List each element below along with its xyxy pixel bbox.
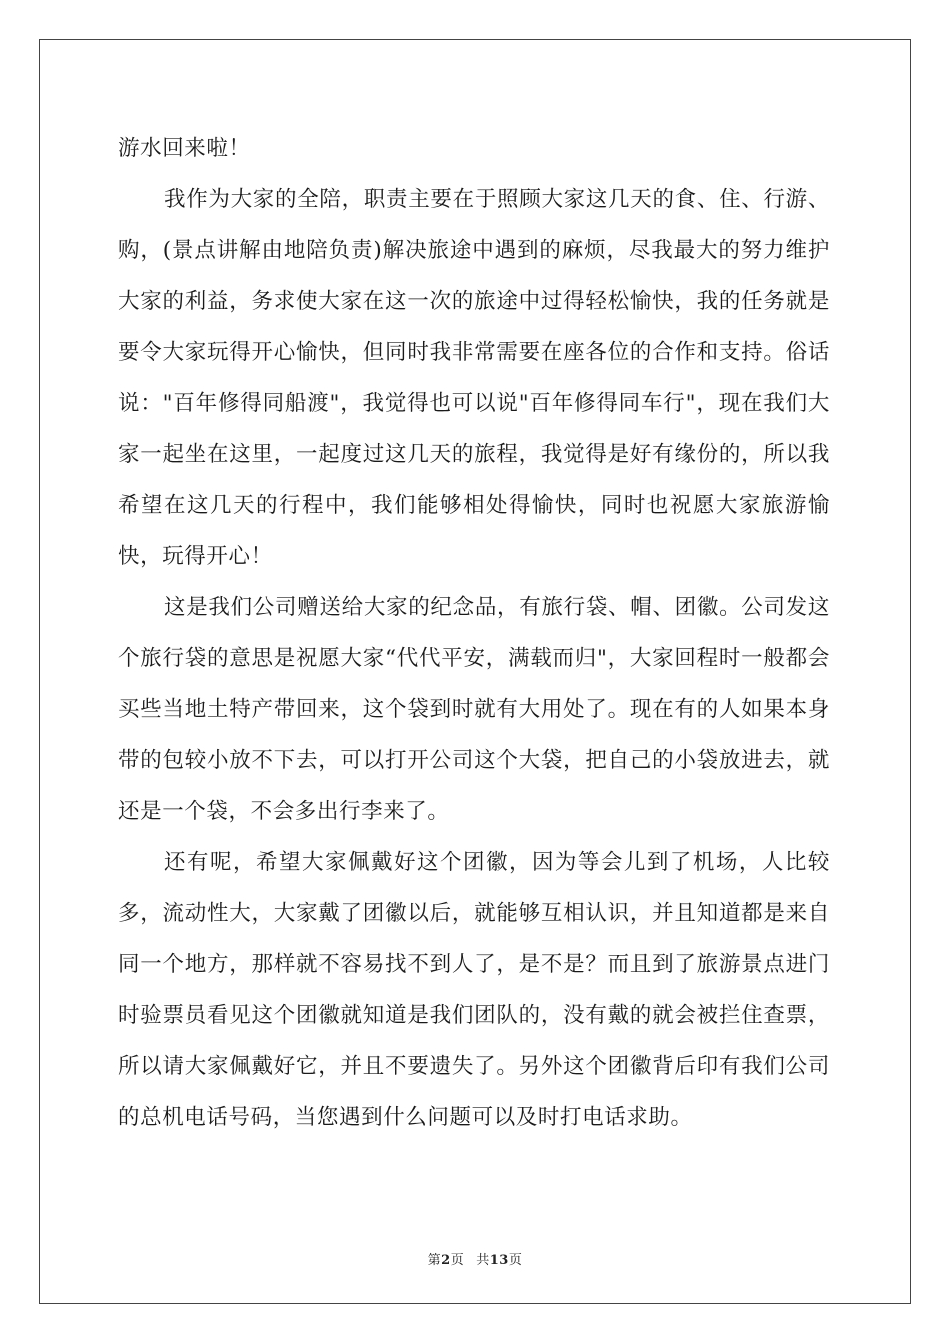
paragraph-4: 还有呢，希望大家佩戴好这个团徽，因为等会儿到了机场，人比较多，流动性大，大家戴了团徽以后，就能够互相认识，并且知道都是来自同一个地方，那样就不容易找不到人了，是不是？而且到了旅游景点进门时验票员看见这个团徽就知道是我们团队的，没有戴的就会被拦住查票，所以请大家佩戴好它，并且不要遗失了。另外这个团徽背后印有我们公司的总机电话号码，当您遇到什么问题可以及时打电话求助。 <box>118 850 830 1130</box>
page-suffix: 页 <box>450 1253 465 1268</box>
page-number: 2 <box>441 1253 451 1268</box>
paragraph-1: 游水回来啦！ <box>118 136 251 161</box>
total-prefix: 共 <box>476 1253 490 1268</box>
page-footer <box>0 1249 950 1268</box>
total-pages: 13 <box>489 1253 509 1268</box>
paragraph-2: 我作为大家的全陪，职责主要在于照顾大家这几天的食、住、行游、购，(景点讲解由地陪负责)解决旅途中遇到的麻烦，尽我最大的努力维护大家的利益，务求使大家在这一次的旅途中过得轻松愉快，我的任务就是要令大家玩得开心愉快，但同时我非常需要在座各位的合作和支持。俗话说："百年修得同船渡"，我觉得也可以说"百年修得同车行"，现在我们大家一起坐在这里，一起度过这几天的旅程，我觉得是好有缘份的，所以我希望在这几天的行程中，我们能够相处得愉快，同时也祝愿大家旅游愉快，玩得开心！ <box>118 187 830 569</box>
document-body <box>118 123 830 1143</box>
page-prefix: 第 <box>427 1253 442 1268</box>
paragraph-3: 这是我们公司赠送给大家的纪念品，有旅行袋、帽、团徽。公司发这个旅行袋的意思是祝愿大家“代代平安，满载而归"，大家回程时一般都会买些当地土特产带回来，这个袋到时就有大用处了。现在有的人如果本身带的包较小放不下去，可以打开公司这个大袋，把自己的小袋放进去，就还是一个袋，不会多出行李来了。 <box>118 595 830 824</box>
total-suffix: 页 <box>508 1253 523 1268</box>
